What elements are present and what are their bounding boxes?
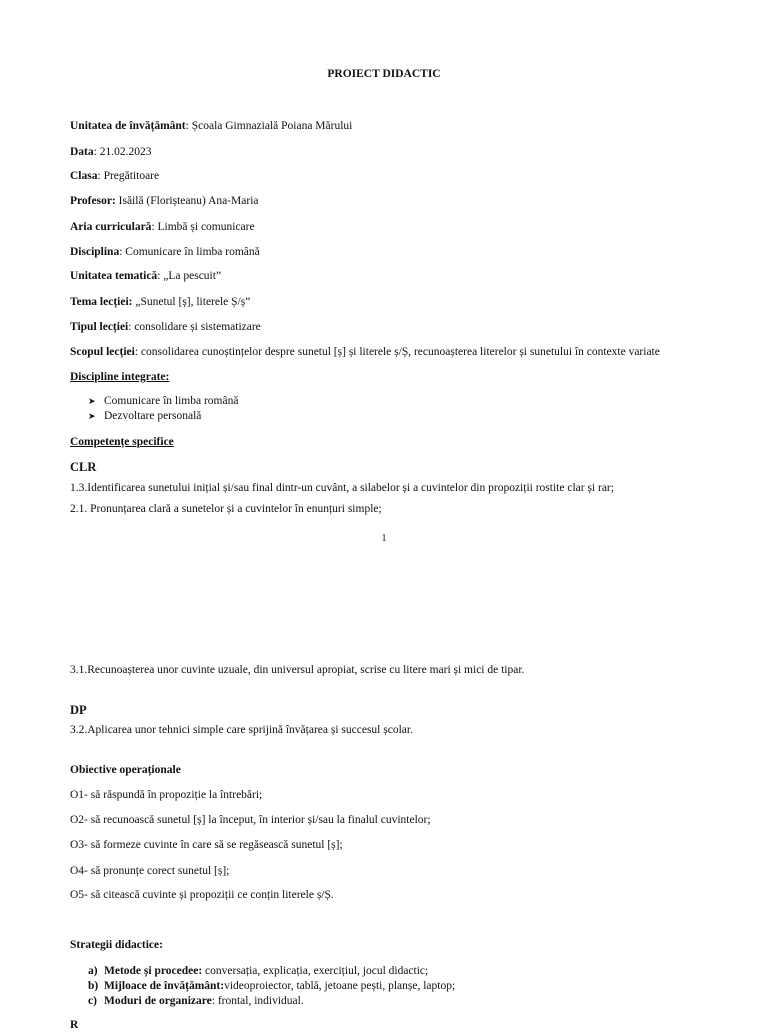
competenta-3-2: 3.2.Aplicarea unor tehnici simple care sprijină învățarea și succesul școlar. [70, 724, 413, 736]
list-item: ➤ Comunicare în limba română [88, 395, 239, 407]
strategie-item: a) Metode și procedee: conversația, explicația, exercițiul, jocul didactic; [88, 965, 429, 977]
field-tema: Tema lecției: „Sunetul [ș], literele Ș/ș” [70, 296, 251, 308]
obiectiv-item: O4- să pronunțe corect sunetul [ș]; [70, 865, 230, 877]
field-unitatea: Unitatea de învățământ: Școala Gimnazială Poiana Mărului [70, 120, 353, 132]
field-scopul: Scopul lecției: consolidarea cunoștințelor despre sunetul [ș] și literele ș/Ș, recunoașterea literelor și sunetului în contexte variate [70, 346, 660, 358]
field-tipul: Tipul lecției: consolidare și sistematizare [70, 321, 261, 333]
competenta-1-3: 1.3.Identificarea sunetului inițial și/sau final dintr-un cuvânt, a silabelor și a cuvintelor din propoziții rostite clar și rar; [70, 482, 614, 494]
obiectiv-item: O1- să răspundă în propoziție la întrebări; [70, 789, 263, 801]
field-aria: Aria curriculară: Limbă și comunicare [70, 221, 255, 233]
dp-heading: DP [70, 703, 87, 717]
list-item: ➤ Dezvoltare personală [88, 410, 202, 422]
obiectiv-item: O3- să formeze cuvinte în care să se regăsească sunetul [ș]; [70, 839, 343, 851]
field-unitatea-tematica: Unitatea tematică: „La pescuit” [70, 270, 222, 282]
obiectiv-item: O2- să recunoască sunetul [ș] la început, în interior și/sau la finalul cuvintelor; [70, 814, 431, 826]
strategie-item: b) Mijloace de învățământ:videoproiector, tablă, jetoane pești, planșe, laptop; [88, 980, 456, 992]
competenta-3-1: 3.1.Recunoașterea unor cuvinte uzuale, din universul apropiat, scrise cu litere mari și mici de tipar. [70, 664, 525, 676]
strategii-heading: Strategii didactice: [70, 939, 163, 951]
field-data: Data: 21.02.2023 [70, 146, 152, 158]
document-title: PROIECT DIDACTIC [327, 68, 441, 80]
obiectiv-item: O5- să citească cuvinte și propoziții ce conțin literele ș/Ș. [70, 889, 334, 901]
arrow-bullet-icon: ➤ [88, 396, 96, 406]
field-profesor: Profesor: Isăilă (Florișteanu) Ana-Maria [70, 195, 259, 207]
discipline-heading: Discipline integrate: [70, 371, 170, 383]
strategie-item: c) Moduri de organizare: frontal, individual. [88, 995, 304, 1007]
competente-heading: Competențe specifice [70, 436, 174, 448]
obiective-heading: Obiective operaționale [70, 764, 181, 776]
clr-heading: CLR [70, 460, 97, 474]
page-number: 1 [381, 533, 387, 544]
cut-off-text: R [70, 1019, 79, 1031]
competenta-2-1: 2.1. Pronunțarea clară a sunetelor și a cuvintelor în enunțuri simple; [70, 503, 382, 515]
arrow-bullet-icon: ➤ [88, 411, 96, 421]
field-disciplina: Disciplina: Comunicare în limba română [70, 246, 260, 258]
field-clasa: Clasa: Pregătitoare [70, 170, 160, 182]
